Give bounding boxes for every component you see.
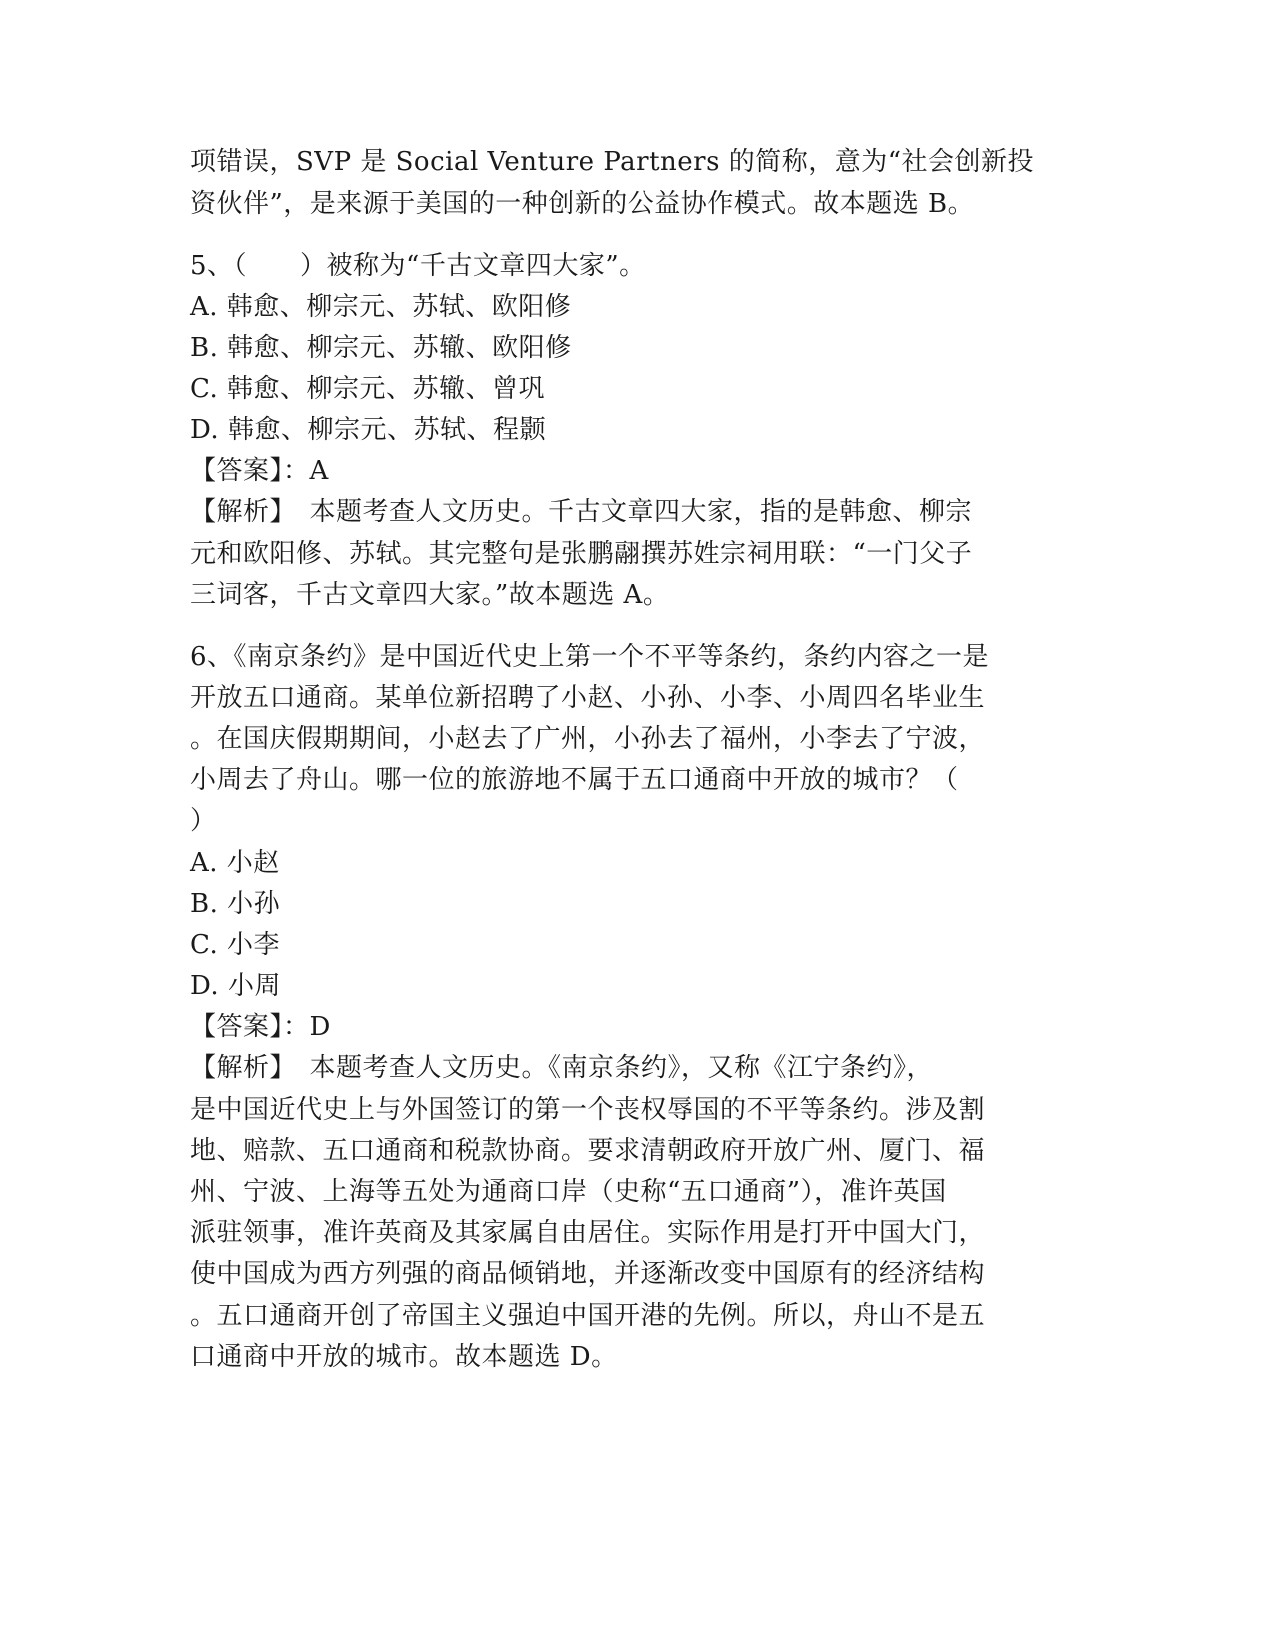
q6-option-a: A. 小赵: [190, 848, 280, 878]
q5-option-a: A. 韩愈、柳宗元、苏轼、欧阳修: [190, 292, 572, 322]
q6-answer: 【答案】：D: [190, 1012, 331, 1042]
q5-analysis-line-2: 元和欧阳修、苏轼。其完整句是张鹏翮撰苏姓宗祠用联：“一门父子: [190, 539, 973, 569]
q6-analysis-line-2: 是中国近代史上与外国签订的第一个丧权辱国的不平等条约。涉及割: [190, 1095, 986, 1125]
q5-analysis-line-3: 三词客，千古文章四大家。”故本题选 A。: [190, 580, 670, 610]
q6-analysis-line-8: 口通商中开放的城市。故本题选 D。: [190, 1342, 618, 1372]
q6-stem-line-4: 小周去了舟山。哪一位的旅游地不属于五口通商中开放的城市？（: [190, 765, 959, 795]
q5-option-b: B. 韩愈、柳宗元、苏辙、欧阳修: [190, 333, 572, 363]
q6-analysis-line-1: 【解析】 本题考查人文历史。《南京条约》，又称《江宁条约》，: [190, 1053, 934, 1083]
q6-analysis-line-5: 派驻领事，准许英商及其家属自由居住。实际作用是打开中国大门，: [190, 1218, 986, 1248]
q6-analysis-line-4: 州、宁波、上海等五处为通商口岸（史称“五口通商”），准许英国: [190, 1177, 947, 1207]
q6-option-b: B. 小孙: [190, 889, 281, 919]
q6-analysis-line-7: 。五口通商开创了帝国主义强迫中国开港的先例。所以，舟山不是五: [190, 1301, 986, 1331]
q5-option-d: D. 韩愈、柳宗元、苏轼、程颢: [190, 415, 546, 445]
q6-option-c: C. 小李: [190, 930, 280, 960]
q6-option-d: D. 小周: [190, 971, 281, 1001]
intro-line-2: 资伙伴”，是来源于美国的一种创新的公益协作模式。故本题选 B。: [190, 189, 975, 219]
intro-line-1: 项错误，SVP 是 Social Venture Partners 的简称，意为“社会创新投: [190, 147, 1034, 177]
q6-analysis-line-6: 使中国成为西方列强的商品倾销地，并逐渐改变中国原有的经济结构: [190, 1259, 986, 1289]
q5-answer: 【答案】：A: [190, 456, 329, 486]
q5-analysis-line-1: 【解析】 本题考查人文历史。千古文章四大家，指的是韩愈、柳宗: [190, 497, 973, 527]
q6-stem-line-1: 6、《南京条约》是中国近代史上第一个不平等条约，条约内容之一是: [190, 642, 990, 672]
q6-stem-line-3: 。在国庆假期期间，小赵去了广州，小孙去了福州，小李去了宁波，: [190, 724, 986, 754]
q6-analysis-line-3: 地、赔款、五口通商和税款协商。要求清朝政府开放广州、厦门、福: [190, 1136, 986, 1166]
q6-stem-line-5: ）: [190, 806, 217, 836]
q6-stem-line-2: 开放五口通商。某单位新招聘了小赵、小孙、小李、小周四名毕业生: [190, 683, 986, 713]
q5-stem: 5、（ ）被称为“千古文章四大家”。: [190, 251, 646, 281]
q5-option-c: C. 韩愈、柳宗元、苏辙、曾巩: [190, 374, 545, 404]
